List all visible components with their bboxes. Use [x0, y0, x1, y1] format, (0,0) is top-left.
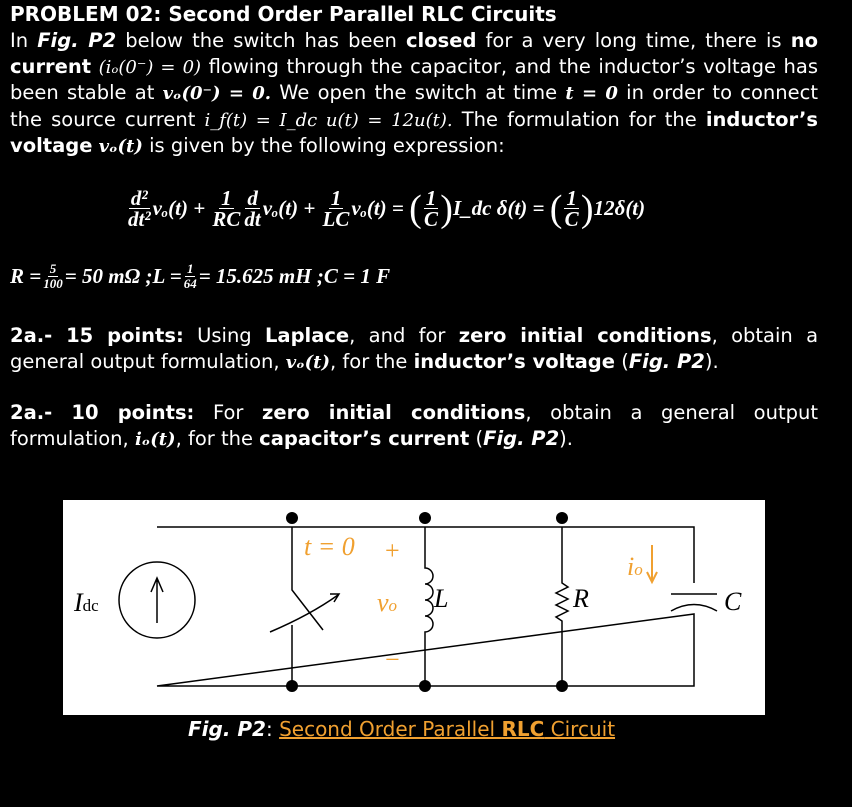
inductor-icon: [425, 527, 433, 686]
text: zero initial conditions: [458, 324, 712, 347]
text: I: [74, 588, 83, 617]
text: =: [386, 196, 410, 220]
text: = 15.625 mH ;: [198, 264, 324, 288]
text: dt: [244, 207, 261, 231]
text: L: [434, 584, 449, 613]
text: below the switch has been: [116, 29, 406, 52]
differential-equation: d² dt² vₒ(t) + $\frac{1}{RC}$ d dt vₒ(t) + $\frac{1}{LC}$ vₒ(t) = ( 1 C ) I_dc δ(t) = ( 1 C ) 12δ(t): [128, 186, 646, 231]
math: vₒ(0⁻) = 0.: [162, 83, 272, 104]
text: o: [634, 560, 643, 579]
text: R: [573, 584, 589, 613]
text: capacitor’s current: [259, 426, 470, 450]
text: C: [564, 207, 579, 231]
text: For: [194, 401, 262, 424]
text: +: [385, 536, 400, 565]
text: 100: [43, 276, 63, 291]
text: dc: [82, 596, 99, 615]
svg-text:io: [627, 552, 643, 581]
text: −: [385, 645, 400, 674]
text: , obtain a general output formulation,: [10, 401, 818, 450]
text: 1: [566, 186, 577, 210]
text: , obtain a general output formulation,: [10, 324, 819, 373]
text: (: [615, 349, 629, 373]
text: +: [298, 196, 321, 220]
text: R =: [10, 264, 42, 288]
text: 64: [183, 276, 197, 291]
text: iₒ(t): [134, 428, 176, 450]
text: dt²: [128, 207, 151, 231]
problem-title: PROBLEM 02: Second Order Parallel RLC Circuits: [10, 2, 557, 26]
text: t = 0: [304, 532, 355, 561]
text: 5: [49, 261, 57, 276]
text: v: [377, 588, 389, 617]
text: 1: [221, 186, 232, 210]
text: I_dc δ(t): [452, 196, 528, 220]
text: d: [247, 186, 258, 210]
resistor-icon: [556, 527, 568, 686]
text: The formulation for the: [452, 107, 706, 131]
text: L =: [152, 264, 182, 288]
current-arrow-icon: [647, 545, 657, 582]
text: Circuit: [544, 717, 616, 741]
text: We open the switch at time: [271, 81, 566, 104]
text: +: [187, 196, 211, 220]
text: = 50 mΩ ;: [64, 264, 153, 288]
text: C = 1 F: [323, 264, 391, 288]
text: o: [388, 596, 398, 615]
text: i: [627, 552, 635, 581]
text: (: [469, 426, 484, 450]
math: vₒ(t): [98, 136, 143, 157]
text: :: [265, 717, 280, 741]
text: Second Order Parallel: [279, 717, 502, 741]
text: vₒ(t): [262, 196, 299, 220]
text: C: [724, 587, 742, 616]
text: =: [527, 196, 550, 220]
text: vₒ(t): [351, 196, 387, 220]
text: Using: [183, 324, 265, 347]
text: 2a.- 15 points:: [10, 324, 184, 347]
text: RLC: [501, 717, 545, 741]
text: vₒ(t): [152, 196, 188, 220]
text: RC: [212, 207, 241, 231]
text: in order to connect the source current: [10, 81, 818, 131]
component-values: [10, 262, 390, 291]
text: is given by the following expression:: [142, 134, 505, 157]
text: inductor’s voltage: [413, 349, 615, 373]
part-b: [10, 400, 818, 452]
text: In: [10, 29, 38, 52]
text: Fig. P2: [483, 426, 560, 450]
circuit-figure: [63, 500, 765, 715]
text: C: [424, 207, 439, 231]
text: , for the: [175, 426, 260, 450]
intro-paragraph: [10, 28, 818, 160]
text: 1: [330, 186, 342, 210]
math: (iₒ(0⁻) = 0): [98, 56, 202, 78]
text: ).: [704, 349, 719, 373]
text: Fig. P2: [188, 717, 266, 741]
text: 1: [186, 261, 194, 276]
text: 12δ(t): [593, 196, 646, 220]
text: Fig. P2: [628, 349, 705, 373]
svg-text:vo: [377, 588, 397, 617]
part-a: [10, 323, 818, 375]
text: ).: [559, 426, 573, 450]
capacitor-icon: [671, 594, 717, 611]
text: Laplace: [264, 324, 350, 347]
text: for a very long time, there is: [476, 29, 791, 52]
math: i_f(t) = I_dc u(t) = 12u(t).: [204, 109, 453, 131]
text: zero initial conditions: [262, 401, 526, 424]
text: inductor’s voltage: [10, 107, 818, 157]
math: t = 0: [565, 83, 618, 104]
text: flowing through the capacitor, and the inductor’s voltage has been stable at: [10, 54, 818, 104]
text: LC: [322, 207, 350, 231]
text: 2a.- 10 points:: [10, 401, 195, 424]
text: 1: [425, 186, 437, 210]
text: , for the: [330, 349, 414, 373]
text: vₒ(t): [285, 351, 330, 373]
svg-text:Idc: [73, 588, 99, 617]
text: , and for: [349, 324, 459, 347]
figure-caption: [188, 717, 615, 741]
text: closed: [405, 29, 477, 52]
fig-ref: Fig. P2: [37, 29, 117, 52]
text: no current: [10, 29, 818, 78]
text: d²: [130, 186, 148, 210]
